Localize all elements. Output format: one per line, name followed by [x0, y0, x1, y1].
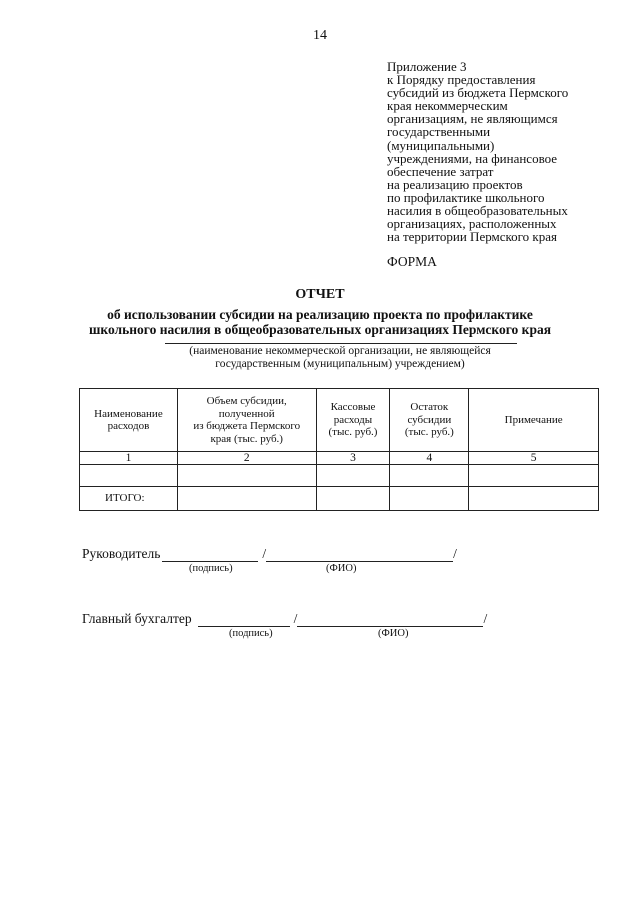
head-signature-caption: (подпись): [189, 563, 233, 574]
subtitle-line: об использовании субсидии на реализацию проекта по профилактике: [107, 307, 533, 322]
table-cell[interactable]: [390, 487, 469, 511]
report-table: [79, 388, 599, 511]
appendix-line: к Порядку предоставления: [387, 72, 536, 88]
head-signature-line: [82, 546, 457, 562]
appendix-line: организациям, не являющимся: [387, 111, 558, 127]
column-number: 4: [390, 452, 469, 465]
head-signature-field[interactable]: [162, 547, 258, 562]
accountant-signature-line: [82, 611, 487, 627]
total-label: ИТОГО:: [80, 487, 178, 511]
form-label: ФОРМА: [387, 254, 437, 269]
report-subtitle: [40, 307, 600, 337]
appendix-line: Приложение 3: [387, 59, 467, 74]
table-cell[interactable]: [80, 465, 178, 487]
appendix-line: на территории Пермского края: [387, 229, 557, 245]
table-cell[interactable]: [390, 465, 469, 487]
appendix-line: на реализацию проектов: [387, 176, 523, 192]
head-name-caption: (ФИО): [326, 563, 357, 574]
total-row: [80, 487, 599, 511]
appendix-line: края некоммерческим: [387, 98, 508, 114]
appendix-note: [387, 60, 627, 243]
appendix-line: насилия в общеобразовательных: [387, 203, 568, 219]
column-number-row: [80, 452, 599, 465]
table-cell[interactable]: [469, 465, 599, 487]
table-cell[interactable]: [316, 465, 390, 487]
separator: /: [483, 611, 488, 626]
head-name-field[interactable]: [266, 547, 453, 562]
separator: /: [262, 546, 267, 561]
report-title: ОТЧЕТ: [295, 287, 345, 302]
head-label: Руководитель: [82, 546, 161, 561]
org-name-field[interactable]: [165, 343, 517, 344]
appendix-line: организациях, расположенных: [387, 216, 557, 232]
accountant-name-field[interactable]: [297, 612, 483, 627]
org-caption-line: (наименование некоммерческой организации, не являющейся: [189, 345, 491, 357]
table-header-row: [80, 389, 599, 452]
header-cell: Остаток субсидии (тыс. руб.): [390, 389, 469, 452]
page-number: 14: [313, 28, 327, 43]
column-number: 3: [316, 452, 390, 465]
appendix-line: учреждениями, на финансовое: [387, 150, 558, 166]
table-row: [80, 465, 599, 487]
separator: /: [293, 611, 298, 626]
header-cell: Кассовые расходы (тыс. руб.): [316, 389, 390, 452]
table-cell[interactable]: [177, 487, 316, 511]
table-cell[interactable]: [177, 465, 316, 487]
subtitle-line: школьного насилия в общеобразовательных организациях Пермского края: [88, 322, 552, 337]
table-cell[interactable]: [316, 487, 390, 511]
header-cell: Примечание: [469, 389, 599, 452]
header-cell: Объем субсидии, полученной из бюджета Пермского края (тыс. руб.): [177, 389, 316, 452]
appendix-line: (муниципальными): [387, 137, 495, 153]
accountant-name-caption: (ФИО): [378, 628, 409, 639]
column-number: 2: [177, 452, 316, 465]
appendix-line: обеспечение затрат: [387, 163, 494, 179]
table-cell[interactable]: [469, 487, 599, 511]
header-cell: Наименование расходов: [80, 389, 178, 452]
accountant-signature-field[interactable]: [198, 612, 290, 627]
column-number: 1: [80, 452, 178, 465]
column-number: 5: [469, 452, 599, 465]
org-name-caption: [120, 345, 560, 371]
accountant-signature-caption: (подпись): [229, 628, 273, 639]
appendix-line: государственными: [387, 124, 491, 140]
org-caption-line: государственным (муниципальным) учреждением): [215, 358, 465, 370]
separator: /: [453, 546, 457, 561]
appendix-line: субсидий из бюджета Пермского: [387, 85, 569, 101]
accountant-label: Главный бухгалтер: [82, 611, 192, 626]
appendix-line: по профилактике школьного: [387, 189, 545, 205]
